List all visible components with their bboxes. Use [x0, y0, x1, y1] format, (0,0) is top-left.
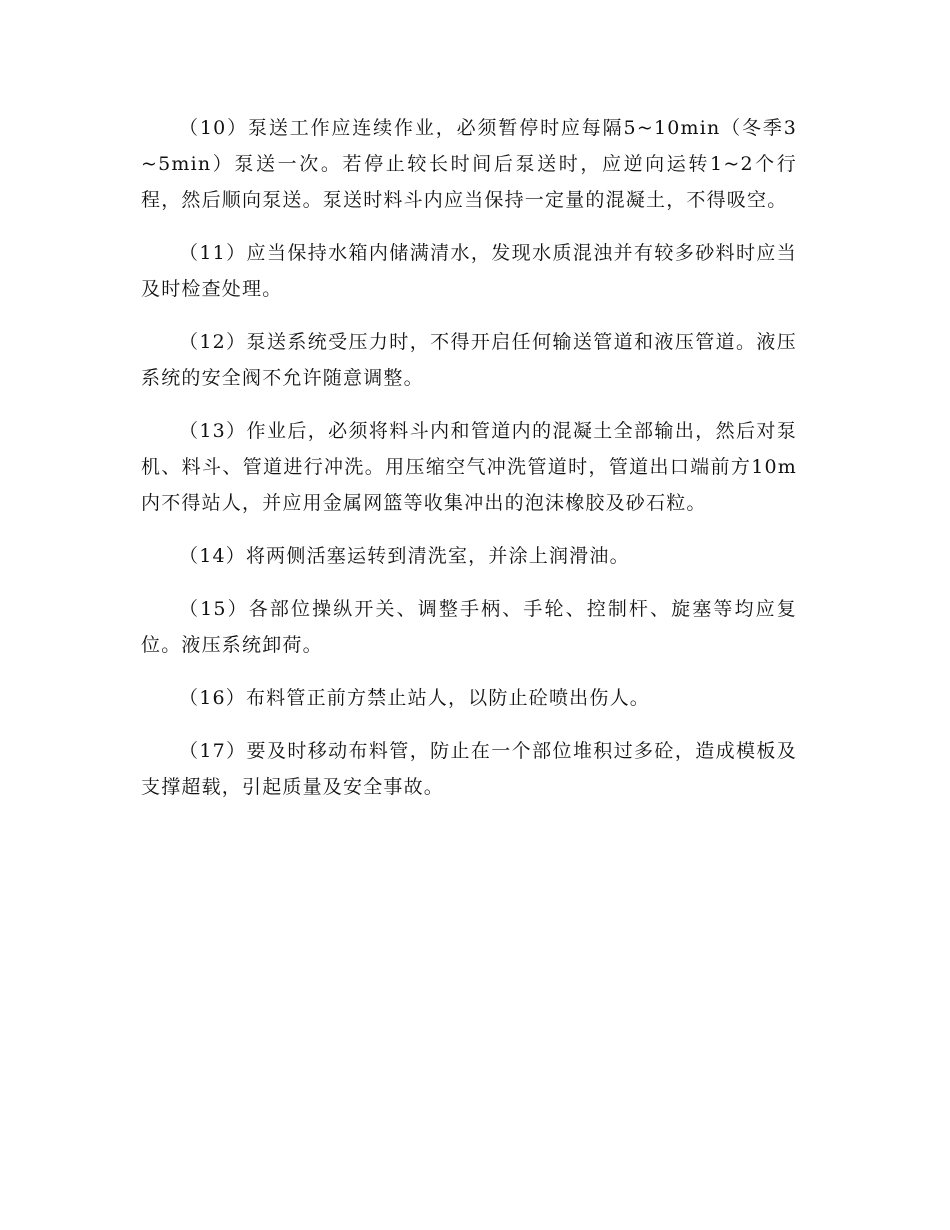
paragraph-12: （12）泵送系统受压力时，不得开启任何输送管道和液压管道。液压系统的安全阀不允许随意调整。 [141, 331, 797, 389]
paragraph-11: （11）应当保持水箱内储满清水，发现水质混浊并有较多砂料时应当及时检查处理。 [141, 242, 797, 300]
document-body [141, 110, 797, 822]
paragraph-14: （14）将两侧活塞运转到清洗室，并涂上润滑油。 [179, 545, 630, 567]
paragraph-13: （13）作业后，必须将料斗内和管道内的混凝土全部输出，然后对泵机、料斗、管道进行冲洗。用压缩空气冲洗管道时，管道出口端前方10m内不得站人，并应用金属网篮等收集冲出的泡沫橡胶及砂石粒。 [141, 420, 797, 514]
paragraph-17: （17）要及时移动布料管，防止在一个部位堆积过多砼，造成模板及支撑超载，引起质量及安全事故。 [141, 740, 797, 798]
paragraph-16: （16）布料管正前方禁止站人，以防止砼喷出伤人。 [179, 687, 650, 709]
paragraph-10: （10）泵送工作应连续作业，必须暂停时应每隔5~10min（冬季3~5min）泵送一次。若停止较长时间后泵送时，应逆向运转1~2个行程，然后顺向泵送。泵送时料斗内应当保持一定量的混凝土，不得吸空。 [141, 117, 797, 211]
paragraph-15: （15）各部位操纵开关、调整手柄、手轮、控制杆、旋塞等均应复位。液压系统卸荷。 [141, 598, 797, 656]
